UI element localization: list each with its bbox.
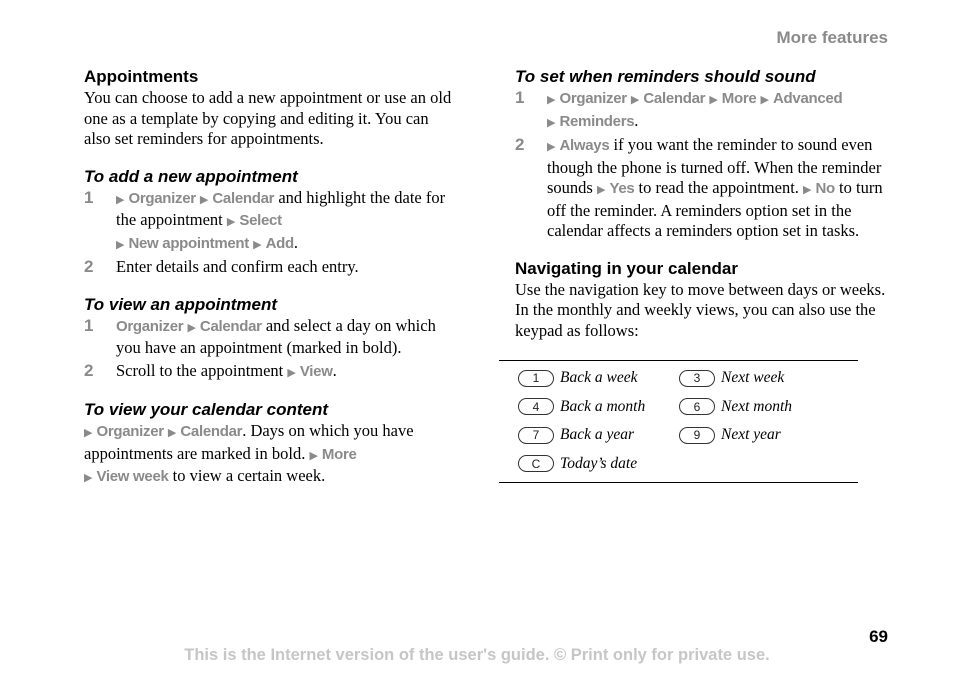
reminders-step-1 — [515, 88, 887, 133]
arrow-right-icon: ▶ — [547, 116, 556, 129]
arrow-right-icon: ▶ — [547, 94, 556, 106]
menu-item-organizer: Organizer — [116, 317, 184, 335]
menu-item-advanced: Advanced — [773, 90, 843, 107]
section-header: More features — [776, 28, 888, 47]
step-text: and select a day on which you have an appointment (marked in bold). — [116, 315, 436, 357]
reminders-step-2 — [515, 135, 887, 242]
key-label: Back a year — [560, 426, 635, 443]
arrow-right-icon: ▶ — [630, 94, 640, 106]
arrow-right-icon: ▶ — [116, 193, 125, 206]
arrow-right-icon: ▶ — [116, 238, 125, 251]
reminders-heading: To set when reminders should sound — [515, 67, 816, 86]
table-row — [499, 394, 858, 423]
appointments-body: You can choose to add a new appointment or use an old one as a template by copying and editing it. You can also set reminders for appointments. — [84, 88, 452, 148]
step-number: 1 — [515, 88, 525, 107]
body-text: . Days on which you have appointments are marked in bold. — [84, 421, 414, 463]
menu-item-calendar: Calendar — [212, 189, 275, 207]
view-content-heading: To view your calendar content — [84, 400, 329, 419]
menu-item-new-appointment: New appointment — [128, 234, 249, 252]
navigating-heading: Navigating in your calendar — [515, 258, 738, 278]
key-shortcut — [518, 451, 637, 477]
key-label: Next year — [721, 426, 781, 443]
menu-item-view: View — [299, 362, 333, 380]
step-number: 2 — [84, 360, 94, 380]
step-text: if you want the reminder to sound even though the phone is turned off. When the reminder sounds — [547, 135, 882, 197]
step-text: . — [293, 232, 298, 252]
key-shortcut — [518, 394, 645, 420]
keypad-shortcut-table — [499, 360, 858, 483]
step-number: 1 — [84, 187, 94, 207]
menu-item-view-week: View week — [96, 468, 169, 485]
key-shortcut — [679, 422, 781, 448]
view-content-body — [84, 421, 456, 489]
menu-item-more: More — [721, 90, 757, 107]
add-step-1 — [84, 188, 456, 256]
arrow-right-icon: ▶ — [760, 94, 770, 106]
key-label: Back a week — [560, 369, 638, 386]
arrow-right-icon: ▶ — [84, 472, 93, 484]
arrow-right-icon: ▶ — [547, 141, 556, 153]
arrow-right-icon: ▶ — [253, 238, 262, 251]
menu-item-organizer: Organizer — [96, 423, 164, 440]
view-step-1 — [84, 316, 456, 359]
table-row — [499, 451, 858, 480]
table-row — [499, 365, 858, 394]
arrow-right-icon: ▶ — [596, 184, 606, 196]
step-text: to read the appointment. — [634, 178, 804, 197]
step-number: 2 — [515, 135, 525, 154]
step-number: 2 — [84, 257, 94, 276]
arrow-right-icon: ▶ — [167, 427, 177, 439]
menu-item-no: No — [815, 180, 835, 197]
key-label: Today’s date — [560, 454, 638, 472]
view-step-2 — [84, 361, 456, 384]
add-step-2 — [84, 257, 456, 278]
key-9-icon: 9 — [679, 427, 715, 444]
arrow-right-icon: ▶ — [84, 427, 93, 439]
key-label: Next week — [721, 369, 785, 386]
key-label: Back a month — [560, 397, 646, 415]
menu-item-yes: Yes — [609, 180, 635, 197]
key-3-icon: 3 — [679, 370, 715, 387]
left-column — [84, 66, 456, 489]
menu-item-calendar: Calendar — [180, 423, 243, 440]
arrow-right-icon: ▶ — [199, 193, 209, 206]
arrow-right-icon: ▶ — [187, 321, 196, 334]
menu-item-more: More — [321, 445, 357, 463]
view-appointment-heading: To view an appointment — [84, 294, 277, 314]
key-c-icon: C — [518, 455, 554, 472]
menu-item-calendar: Calendar — [643, 90, 706, 107]
menu-item-always: Always — [559, 137, 610, 154]
step-text: Scroll to the appointment — [116, 360, 288, 380]
menu-item-add: Add — [265, 234, 294, 252]
menu-item-organizer: Organizer — [559, 90, 627, 107]
arrow-right-icon: ▶ — [803, 184, 812, 196]
step-number: 1 — [84, 315, 94, 335]
menu-item-reminders: Reminders — [559, 112, 635, 130]
key-shortcut — [679, 394, 792, 420]
key-6-icon: 6 — [679, 398, 715, 415]
arrow-right-icon: ▶ — [287, 366, 296, 379]
right-column — [515, 66, 887, 341]
navigating-body: Use the navigation key to move between days or weeks. In the monthly and weekly views, you can also use the keypad as follows: — [515, 279, 886, 340]
key-shortcut — [679, 365, 784, 391]
page-number: 69 — [869, 627, 888, 646]
arrow-right-icon: ▶ — [226, 216, 236, 228]
menu-item-organizer: Organizer — [128, 189, 196, 207]
menu-item-select: Select — [239, 212, 282, 229]
step-text: Enter details and confirm each entry. — [116, 257, 359, 276]
key-label: Next month — [721, 397, 793, 415]
key-1-icon: 1 — [518, 370, 554, 387]
table-row — [499, 422, 858, 451]
add-appointment-heading: To add a new appointment — [84, 166, 298, 186]
appointments-heading: Appointments — [84, 67, 199, 86]
body-text: to view a certain week. — [168, 466, 326, 485]
arrow-right-icon: ▶ — [309, 449, 318, 462]
key-shortcut — [518, 422, 634, 448]
key-4-icon: 4 — [518, 398, 554, 415]
key-7-icon: 7 — [518, 427, 554, 444]
step-text: . — [332, 360, 337, 380]
arrow-right-icon: ▶ — [709, 94, 718, 106]
step-text: and highlight the date for the appointment — [116, 187, 446, 229]
footer-notice: This is the Internet version of the user's guide. © Print only for private use. — [184, 646, 770, 664]
menu-item-calendar: Calendar — [199, 317, 262, 335]
step-text: to turn off the reminder. A reminders option set in the calendar affects a reminders option set in tasks. — [547, 178, 883, 240]
step-text: . — [634, 110, 639, 130]
key-shortcut — [518, 365, 637, 391]
